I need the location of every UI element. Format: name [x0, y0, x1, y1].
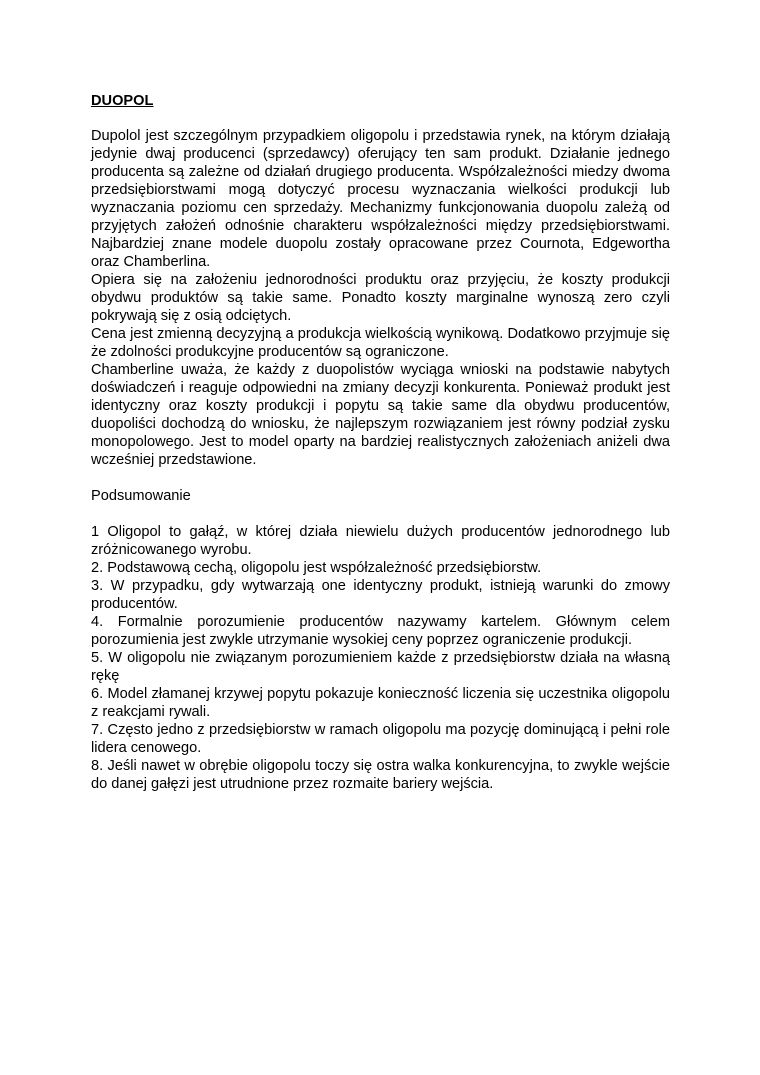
spacer — [91, 469, 670, 487]
summary-item-3: 3. W przypadku, gdy wytwarzają one identyczny produkt, istnieją warunki do zmowy producentów. — [91, 578, 670, 612]
summary-item-6: 6. Model złamanej krzywej popytu pokazuje konieczność liczenia się uczestnika oligopolu z reakcjami rywali. — [91, 686, 670, 720]
spacer — [91, 505, 670, 523]
summary-item-4: 4. Formalnie porozumienie producentów nazywamy kartelem. Głównym celem porozumienia jest zwykle utrzymanie wysokiej ceny poprzez ograniczenie produkcji. — [91, 614, 670, 648]
paragraph-chamberlin: Chamberline uważa, że każdy z duopolistów wyciąga wnioski na podstawie nabytych doświadczeń i reaguje odpowiedni na zmiany decyzji konkurenta. Ponieważ produkt jest identyczny oraz koszty produkcji i popytu są takie same dla obydwu producentów, duopoliści dochodzą do wniosku, że najlepszym rozwiązaniem jest równy podział zysku monopolowego. Jest to model oparty na bardziej realistycznych założeniach aniżeli dwa wcześniej przedstawione. — [91, 362, 670, 468]
document-title: DUOPOL — [91, 93, 154, 109]
summary-item-5: 5. W oligopolu nie związanym porozumieniem każde z przedsiębiorstw działa na własną rękę — [91, 650, 670, 684]
document-page — [91, 92, 670, 793]
paragraph-price-decision: Cena jest zmienną decyzyjną a produkcja wielkością wynikową. Dodatkowo przyjmuje się że zdolności produkcyjne producentów są ograniczone. — [91, 326, 670, 360]
summary-heading: Podsumowanie — [91, 488, 191, 504]
paragraph-assumptions: Opiera się na założeniu jednorodności produktu oraz przyjęciu, że koszty produkcji obydwu produktów są takie same. Ponadto koszty marginalne wynoszą zero czyli pokrywają się z osią odciętych. — [91, 272, 670, 324]
summary-item-2: 2. Podstawową cechą, oligopolu jest współzależność przedsiębiorstw. — [91, 560, 542, 576]
paragraph-intro: Dupolol jest szczególnym przypadkiem oligopolu i przedstawia rynek, na którym działają jedynie dwaj producenci (sprzedawcy) oferujący ten sam produkt. Działanie jednego producenta są zależne od działań drugiego producenta. Współzależności miedzy dwoma przedsiębiorstwami mogą dotyczyć procesu wyznaczania wielkości produkcji lub wyznaczania poziomu cen sprzedaży. Mechanizmy funkcjonowania duopolu zależą od przyjętych założeń odnośnie charakteru współzależności między przedsiębiorstwami. Najbardziej znane modele duopolu zostały opracowane przez Cournota, Edgewortha oraz Chamberlina. — [91, 128, 670, 270]
summary-item-1: 1 Oligopol to gałąź, w której działa niewielu dużych producentów jednorodnego lub zróżnicowanego wyrobu. — [91, 524, 670, 558]
summary-item-8: 8. Jeśli nawet w obrębie oligopolu toczy się ostra walka konkurencyjna, to zwykle wejście do danej gałęzi jest utrudnione przez rozmaite bariery wejścia. — [91, 758, 670, 792]
summary-item-7: 7. Często jedno z przedsiębiorstw w ramach oligopolu ma pozycję dominującą i pełni role lidera cenowego. — [91, 722, 670, 756]
